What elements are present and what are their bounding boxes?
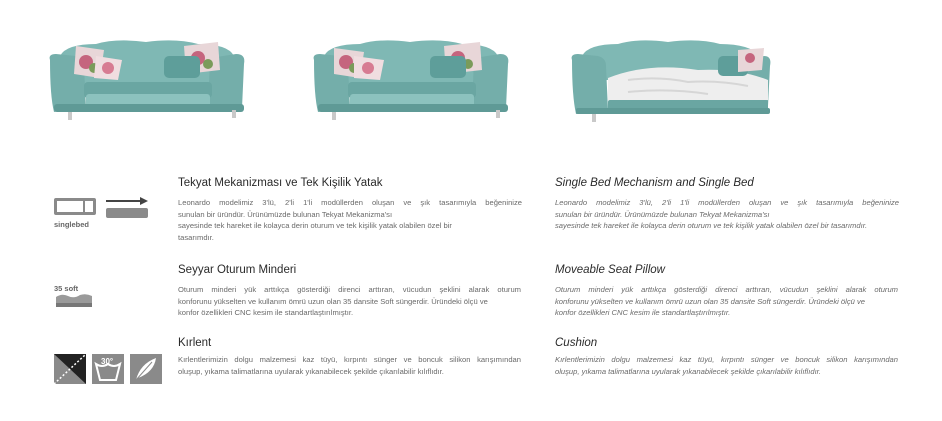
singlebed-label: singlebed [54, 220, 90, 229]
cushion-text-en-line-2: oluşup, yıkama talimatlarına uyularak yıkanabilecek şekilde çıkarılabilir kılıflıdır. [555, 366, 822, 376]
seat-text-en [555, 284, 898, 319]
cushion-title-en: Cushion [555, 337, 598, 349]
foam-35-soft-icon [54, 293, 94, 314]
arrow-right-icon [104, 196, 150, 227]
sofa-closed-image-2 [310, 36, 512, 126]
bed-title-en: Single Bed Mechanism and Single Bed [555, 177, 754, 189]
sofa-bed-open-image [568, 36, 774, 126]
seat-text-tr-line-3: konfor özellikleri CNC kesim ile standartlaştırılmıştır. [178, 308, 354, 318]
seat-text-en-line-2: konforunu yükselten ve kullanım ömrü uzun olan 35 dansite Soft süngerdir. Üründeki ölçü ve [555, 296, 865, 306]
bed-text-en-line-2: sunulan bir üründür. Ürünümüzde bulunan Tekyat Mekanizma'sı [555, 209, 770, 219]
bed-text-tr [178, 197, 522, 243]
cushion-text-tr [178, 354, 521, 377]
cushion-text-tr-line-1: Kırlentlerimizin dolgu malzemesi kaz tüyü, kırpıntı sünger ve boncuk silikon karışımından [178, 355, 521, 364]
sofa-closed-image-1 [46, 36, 248, 126]
seat-text-en-line-1: Oturum minderi yük arttıkça gösterdiği direnci arttıran, vücudun şeklini alarak oturum [555, 285, 898, 294]
bed-text-en [555, 197, 899, 232]
seat-title-tr: Seyyar Oturum Minderi [178, 264, 297, 276]
bed-text-en-line-3: sayesinde tek hareket ile kolayca derin oturum ve tek kişilik yatak olabilen özel bir tasarımdır. [555, 221, 868, 231]
bed-text-en-line-1: Leonardo modelimiz 3'lü, 2'li 1'li modüllerden oluşan ve şık tasarımıyla beğeninize [555, 198, 899, 207]
wash-30-label: 30° [101, 357, 114, 366]
cushion-text-en [555, 354, 898, 377]
seat-text-tr-line-1: Oturum minderi yük arttıkça gösterdiği direnci arttıran, vücudun şeklini alarak oturum [178, 285, 521, 294]
bed-text-tr-line-4: tasarımdır. [178, 232, 214, 242]
bed-text-tr-line-3: sayesinde tek hareket ile kolayca derin oturum ve tek kişilik yatak olabilen özel bir [178, 221, 452, 231]
seat-text-tr-line-2: konforunu yükselten ve kullanım ömrü uzun olan 35 dansite Soft süngerdir. Üründeki ölçü ve [178, 296, 488, 306]
bed-text-tr-line-1: Leonardo modelimiz 3'lü, 2'li 1'li modüllerden oluşan ve şık tasarımıyla beğeninize [178, 198, 522, 207]
cushion-title-tr: Kırlent [178, 337, 212, 349]
fabric-corner-icon [54, 354, 86, 389]
bed-title-tr: Tekyat Mekanizması ve Tek Kişilik Yatak [178, 177, 383, 189]
foam-35-soft-label: 35 soft [54, 284, 79, 293]
seat-text-tr [178, 284, 521, 319]
seat-text-en-line-3: konfor özellikleri CNC kesim ile standartlaştırılmıştır. [555, 308, 731, 318]
seat-title-en: Moveable Seat Pillow [555, 264, 665, 276]
cushion-text-tr-line-2: oluşup, yıkama talimatlarına uyularak yıkanabilecek şekilde çıkarılabilir kılıflıdır. [178, 366, 444, 376]
bed-text-tr-line-2: sunulan bir üründür. Ürünümüzde bulunan Tekyat Mekanizma'sı [178, 209, 393, 219]
cushion-text-en-line-1: Kırlentlerimizin dolgu malzemesi kaz tüyü, kırpıntı sünger ve boncuk silikon karışımından [555, 355, 898, 364]
feather-icon [130, 354, 162, 389]
